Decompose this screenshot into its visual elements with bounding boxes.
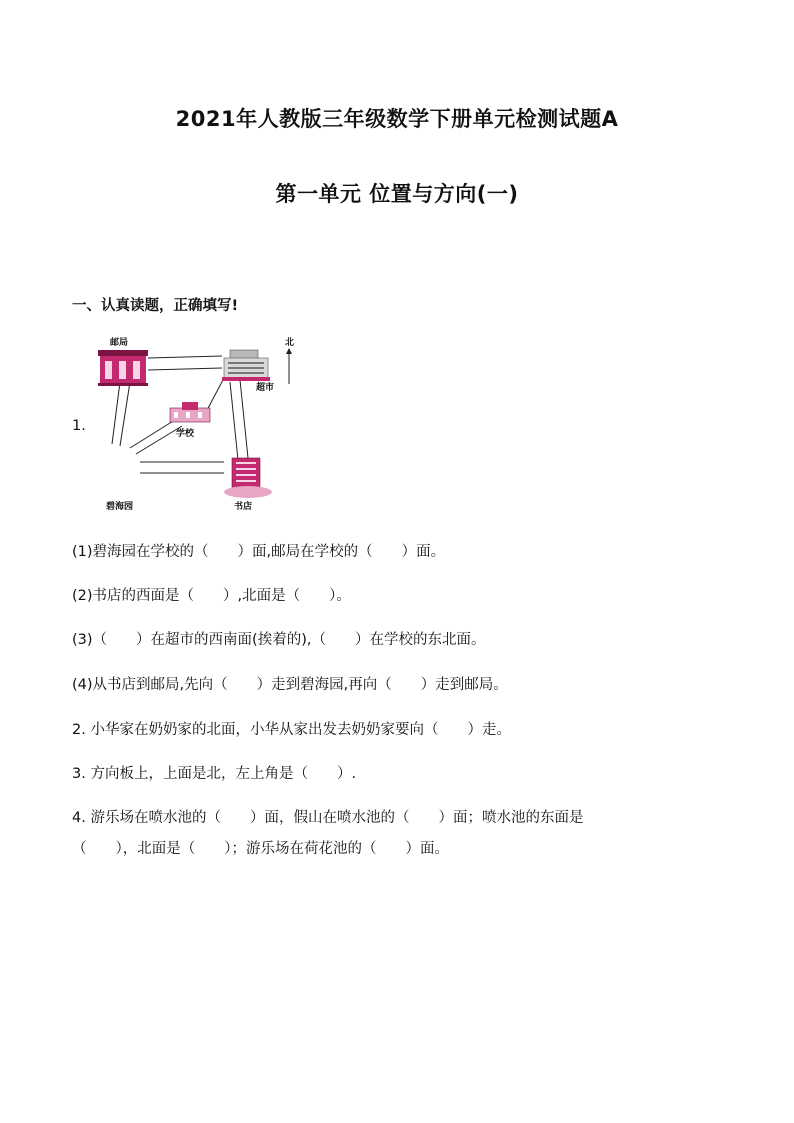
post-office-label: 邮局 xyxy=(110,338,129,348)
question-3: 3. 方向板上，上面是北，左上角是（ ）. xyxy=(72,766,357,782)
question-1-part-1: (1)碧海园在学校的（ ）面,邮局在学校的（ ）面。 xyxy=(72,544,446,560)
post-office-icon xyxy=(98,350,148,386)
school-icon xyxy=(170,402,210,422)
unit-title: 第一单元 位置与方向(一) xyxy=(275,182,519,206)
bihaiyuan-label: 碧海园 xyxy=(106,502,134,512)
bookstore-label: 书店 xyxy=(234,502,253,512)
question-4-line-1: 4. 游乐场在喷水池的（ ）面，假山在喷水池的（ ）面；喷水池的东面是 xyxy=(72,810,584,826)
question-1-part-2: (2)书店的西面是（ ）,北面是（ ）。 xyxy=(72,588,351,604)
north-arrow xyxy=(285,336,294,384)
school-label: 学校 xyxy=(176,429,195,439)
question-2: 2. 小华家在奶奶家的北面，小华从家出发去奶奶家要向（ ）走。 xyxy=(72,722,511,738)
bookstore-icon xyxy=(224,458,272,498)
location-map xyxy=(90,332,310,518)
page-title: 2021年人教版三年级数学下册单元检测试题A xyxy=(175,107,619,131)
supermarket-icon xyxy=(222,350,270,381)
north-label: 北 xyxy=(285,338,295,348)
question-1-part-4: (4)从书店到邮局,先向（ ）走到碧海园,再向（ ）走到邮局。 xyxy=(72,677,508,693)
supermarket-label: 超市 xyxy=(256,383,275,393)
question-1-part-3: (3)（ ）在超市的西南面(挨着的),（ ）在学校的东北面。 xyxy=(72,632,486,648)
section-heading: 一、认真读题，正确填写! xyxy=(72,298,239,314)
question-1-number: 1. xyxy=(72,418,86,434)
question-4-line-2: （ ），北面是（ ）；游乐场在荷花池的（ ）面。 xyxy=(72,841,449,857)
